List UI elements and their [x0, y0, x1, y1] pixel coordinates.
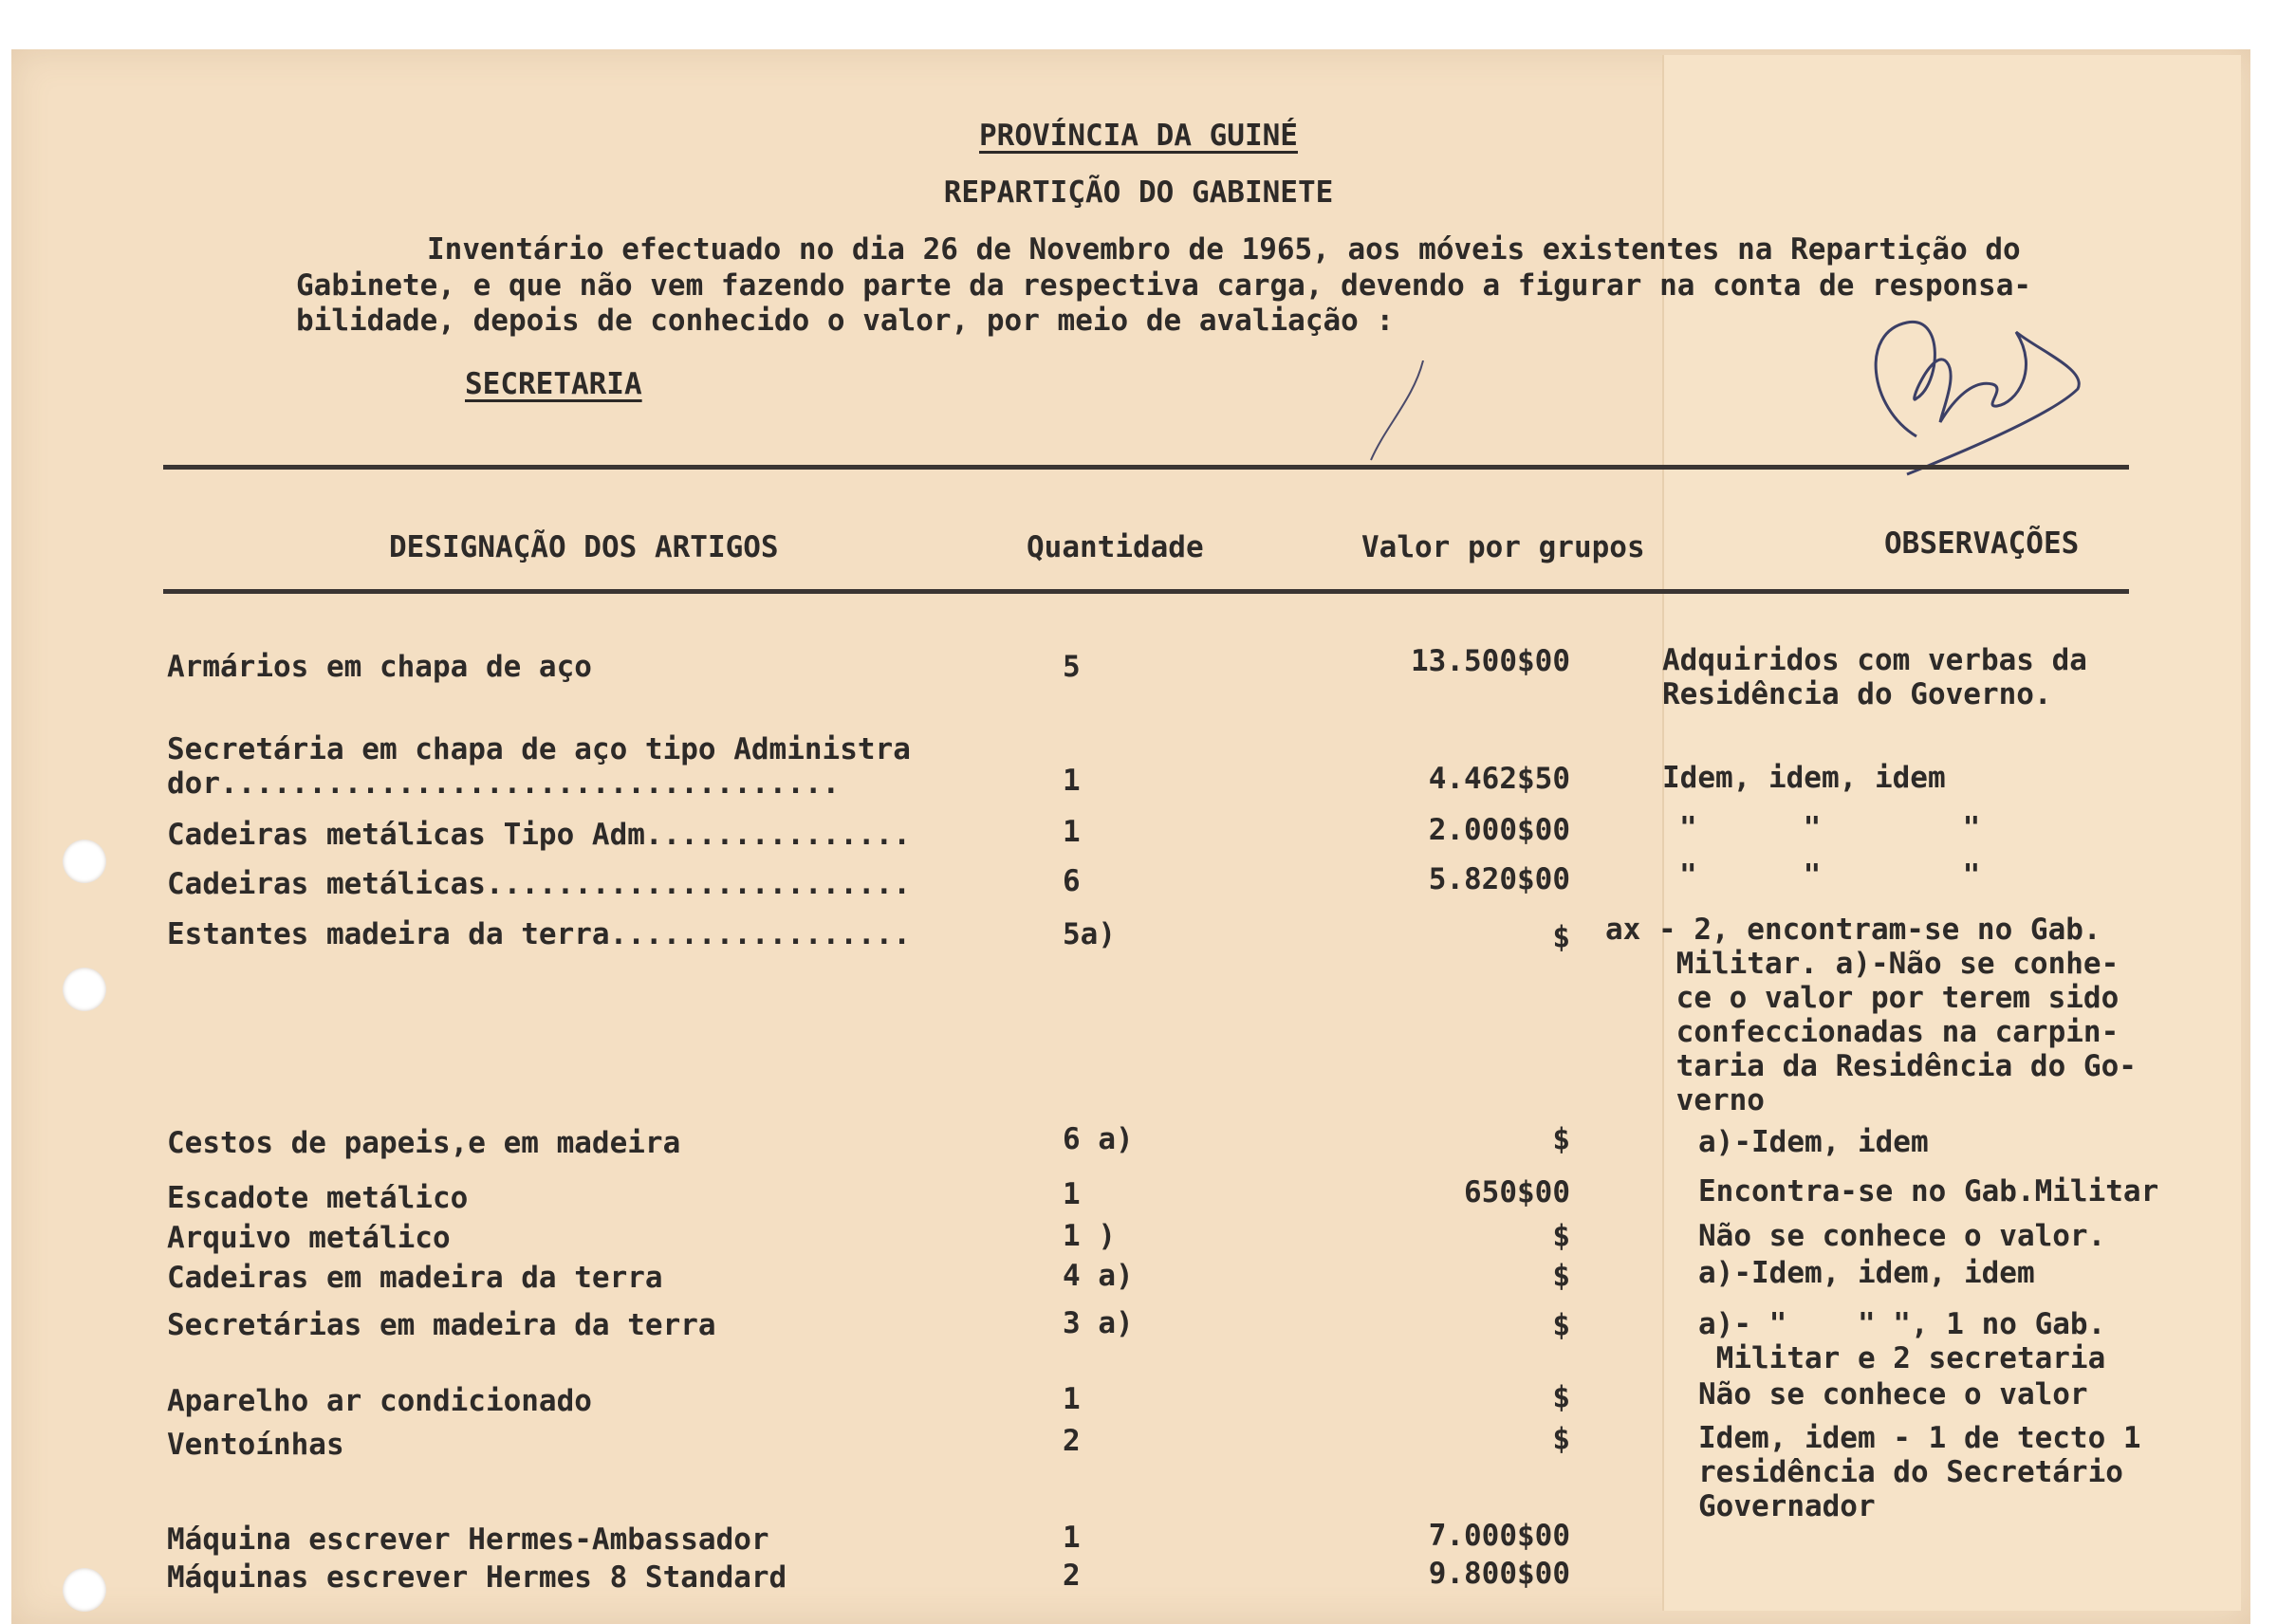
- item-name: Ventoínhas: [167, 1428, 344, 1462]
- item-observation: ax - 2, encontram-se no Gab. Militar. a)-Não se conhe- ce o valor por terem sido confeccionadas na carpin- taria da Residência do Go- verno: [1605, 913, 2137, 1117]
- item-value: $: [1552, 1380, 1570, 1414]
- item-observation: Idem, idem, idem: [1662, 761, 1946, 795]
- item-name: Secretária em chapa de aço tipo Administra dor...................................: [167, 732, 911, 801]
- punch-hole: [63, 1568, 106, 1612]
- item-value: $: [1552, 1422, 1570, 1456]
- pen-stroke: [1366, 360, 1433, 465]
- item-name: Escadote metálico: [167, 1181, 469, 1215]
- item-quantity: 1 ): [1063, 1219, 1116, 1253]
- item-name: Cadeiras em madeira da terra: [167, 1261, 663, 1295]
- item-quantity: 1: [1063, 764, 1081, 798]
- item-quantity: 1: [1063, 1177, 1081, 1211]
- item-value: 9.800$00: [1428, 1557, 1570, 1591]
- item-name: Cestos de papeis,e em madeira: [167, 1126, 681, 1160]
- item-observation: Não se conhece o valor: [1698, 1377, 2088, 1412]
- item-quantity: 2: [1063, 1424, 1081, 1458]
- item-value: $: [1552, 1308, 1570, 1342]
- item-name: Armários em chapa de aço: [167, 650, 592, 684]
- item-value: $: [1552, 1259, 1570, 1293]
- intro-line-3: bilidade, depois de conhecido o valor, por meio de avaliação :: [296, 304, 1395, 338]
- item-name: Máquinas escrever Hermes 8 Standard: [167, 1560, 787, 1595]
- item-name: Cadeiras metálicas........................: [167, 867, 911, 901]
- item-quantity: 1: [1063, 815, 1081, 849]
- item-observation: " " ": [1679, 858, 1981, 893]
- table-header-rule: [163, 589, 2129, 594]
- item-quantity: 6 a): [1063, 1122, 1134, 1156]
- signature-scribble: [1850, 294, 2097, 493]
- item-quantity: 6: [1063, 864, 1081, 898]
- header-observations: OBSERVAÇÕES: [1884, 526, 2080, 561]
- item-quantity: 4 a): [1063, 1259, 1134, 1293]
- item-name: Secretárias em madeira da terra: [167, 1308, 716, 1342]
- intro-line-2: Gabinete, e que não vem fazendo parte da respectiva carga, devendo a figurar na conta de responsa-: [296, 268, 2032, 303]
- item-value: 5.820$00: [1428, 862, 1570, 896]
- header-quantity: Quantidade: [1027, 530, 1204, 564]
- item-value: $: [1552, 920, 1570, 954]
- item-name: Aparelho ar condicionado: [167, 1384, 592, 1418]
- header-value: Valor por grupos: [1361, 530, 1645, 564]
- item-value: 13.500$00: [1411, 644, 1570, 678]
- item-observation: a)- " " ", 1 no Gab. Militar e 2 secretaria: [1698, 1307, 2106, 1375]
- punch-hole: [63, 840, 106, 883]
- item-quantity: 5a): [1063, 917, 1116, 951]
- item-name: Estantes madeira da terra.................: [167, 917, 911, 951]
- item-observation: Idem, idem - 1 de tecto 1 residência do Secretário Governador: [1698, 1421, 2141, 1523]
- item-quantity: 1: [1063, 1382, 1081, 1416]
- section-title: SECRETARIA: [465, 367, 642, 401]
- department-title: REPARTIÇÃO DO GABINETE: [943, 175, 1334, 210]
- item-name: Arquivo metálico: [167, 1221, 451, 1255]
- item-observation: Encontra-se no Gab.Militar: [1698, 1174, 2159, 1209]
- item-value: $: [1552, 1122, 1570, 1156]
- item-observation: a)-Idem, idem, idem: [1698, 1256, 2035, 1290]
- intro-line-1: Inventário efectuado no dia 26 de Novembro de 1965, aos móveis existentes na Repartição do: [427, 232, 2021, 267]
- item-quantity: 3 a): [1063, 1306, 1134, 1340]
- item-quantity: 2: [1063, 1559, 1081, 1593]
- item-quantity: 5: [1063, 650, 1081, 684]
- item-value: $: [1552, 1219, 1570, 1253]
- item-value: 7.000$00: [1428, 1519, 1570, 1553]
- item-name: Máquina escrever Hermes-Ambassador: [167, 1522, 769, 1557]
- header-item: DESIGNAÇÃO DOS ARTIGOS: [389, 530, 779, 564]
- item-observation: Adquiridos com verbas da Residência do Governo.: [1662, 643, 2087, 711]
- item-quantity: 1: [1063, 1521, 1081, 1555]
- punch-hole: [63, 968, 106, 1011]
- item-observation: Não se conhece o valor.: [1698, 1219, 2106, 1253]
- item-observation: " " ": [1679, 811, 1981, 845]
- item-value: 4.462$50: [1428, 762, 1570, 796]
- item-observation: a)-Idem, idem: [1698, 1125, 1929, 1159]
- item-value: 650$00: [1464, 1175, 1570, 1209]
- item-name: Cadeiras metálicas Tipo Adm...............: [167, 818, 911, 852]
- item-value: 2.000$00: [1428, 813, 1570, 847]
- table-top-rule: [163, 465, 2129, 470]
- province-title: PROVÍNCIA DA GUINÉ: [979, 119, 1298, 153]
